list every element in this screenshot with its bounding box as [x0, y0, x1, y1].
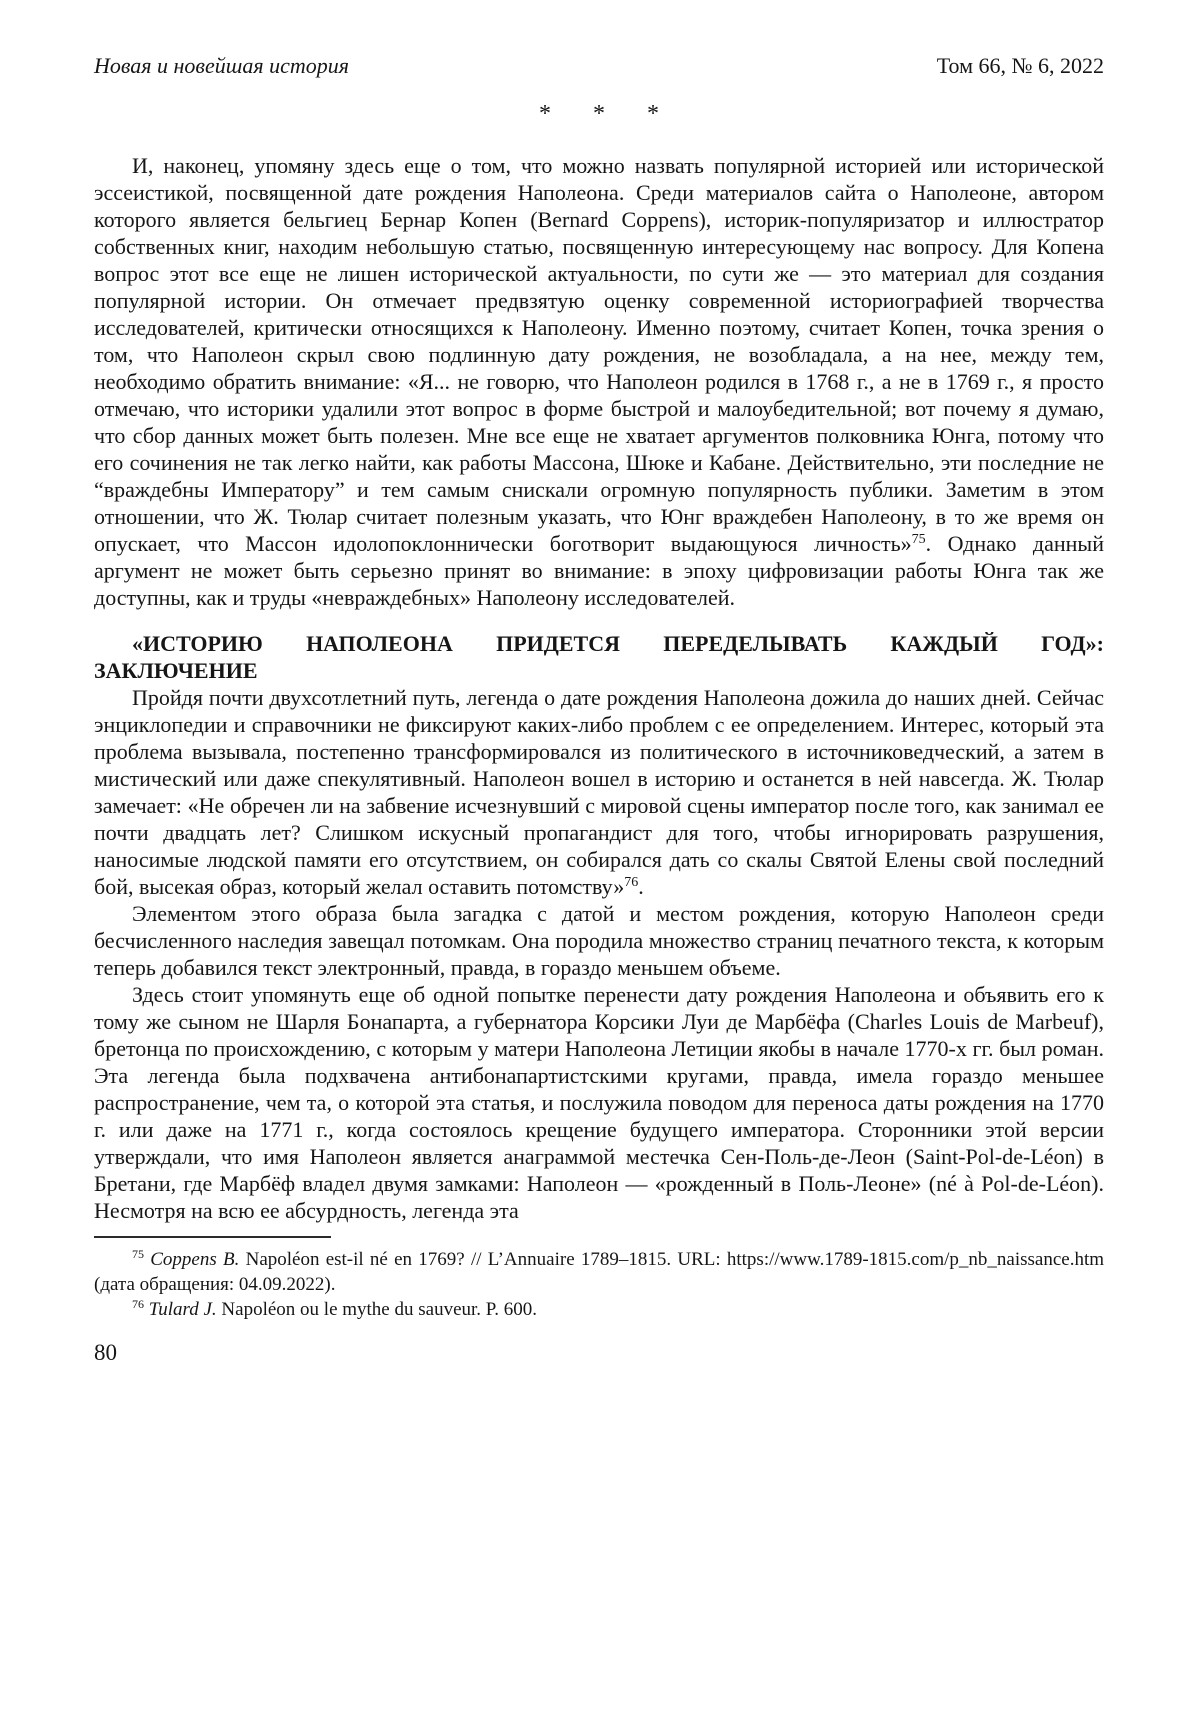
footnote-number: 76 [132, 1297, 144, 1311]
footnote-ref-76: 76 [624, 875, 639, 890]
footnote-75 [94, 1247, 1104, 1297]
section-heading-line2: ЗАКЛЮЧЕНИЕ [94, 658, 258, 683]
section-heading-line1: «ИСТОРИЮ НАПОЛЕОНА ПРИДЕТСЯ ПЕРЕДЕЛЫВАТЬ КАЖДЫЙ ГОД»: [132, 631, 1104, 656]
paragraph-conclusion-intro [94, 684, 1104, 900]
paragraph-text: Пройдя почти двухсотлетний путь, легенда о дате рождения Наполеона дожила до наших дней. Сейчас энциклопедии и справочники не фиксируют каких-либо проблем с ее определением. Интерес, который эта проблема вызывала, постепенно трансформировался из политического в источниковедческий, а затем в мистический или даже спекулятивный. Наполеон вошел в историю и останется в ней навсегда. Ж. Тюлар замечает: «Не обречен ли на забвение исчезнувший с мировой сцены император после того, как занимал ее почти двадцать лет? Слишком искусный пропагандист для того, чтобы игнорировать разрушения, наносимые людской памяти его отсутствием, он собирался дать со скалы Святой Елены свой последний бой, высекая образ, который желал оставить потомству» [94, 685, 1104, 899]
footnote-76 [94, 1297, 1104, 1322]
paragraph-text: И, наконец, упомяну здесь еще о том, что можно назвать популярной историей или исторической эссеистикой, посвященной дате рождения Наполеона. Среди материалов сайта о Наполеоне, автором которого является бельгиец Бернар Копен (Bernard Coppens), историк-популяризатор и иллюстратор собственных книг, находим небольшую статью, посвященную интересующему нас вопросу. Для Копена вопрос этот все еще не лишен исторической актуальности, по сути же — это материал для создания популярной истории. Он отмечает предвзятую оценку современной историографией творчества исследователей, критически относящихся к Наполеону. Именно поэтому, считает Копен, точка зрения о том, что Наполеон скрыл свою подлинную дату рождения, не возобладала, а на нее, между тем, необходимо обратить внимание: «Я... не говорю, что Наполеон родился в 1768 г., а не в 1769 г., я просто отмечаю, что историки удалили этот вопрос в форме быстрой и малоубедительной; вот почему я думаю, что сбор данных может быть полезен. Мне все еще не хватает аргументов полковника Юнга, потому что его сочинения не так легко найти, как работы Массона, Шюке и Кабане. Действительно, эти последние не “враждебны Императору” и тем самым снискали огромную популярность публики. Заметим в этом отношении, что Ж. Тюлар считает полезным указать, что Юнг враждебен Наполеону, в то же время он опускает, что Массон идолопоклоннически боготворит выдающуюся личность» [94, 153, 1104, 556]
section-separator-stars: * * * [539, 101, 659, 127]
section-heading [94, 630, 1104, 684]
paragraph-text: . [638, 874, 644, 899]
footnote-author: Coppens B. [150, 1249, 240, 1270]
footnote-number: 75 [132, 1247, 144, 1261]
footnote-ref-75: 75 [911, 532, 926, 547]
paragraph-marbeuf: Здесь стоит упомянуть еще об одной попытке перенести дату рождения Наполеона и объявить его к тому же сыном не Шарля Бонапарта, а губернатора Корсики Луи де Марбёфа (Charles Louis de Marbeuf), бретонца по происхождению, с которым у матери Наполеона Летиции якобы в начале 1770-х гг. был роман. Эта легенда была подхвачена антибонапартистскими кругами, правда, имела гораздо меньшее распространение, чем та, о которой эта статья, и послужила поводом для переноса даты рождения на 1770 г. или даже на 1771 г., когда состоялось крещение будущего императора. Сторонники этой версии утверждали, что имя Наполеон является анаграммой местечка Сен-Поль-де-Леон (Saint-Pol-de-Léon) в Бретани, где Марбёф владел двумя замками: Наполеон — «рожденный в Поль-Леоне» (né à Pol-de-Léon). Несмотря на всю ее абсурдность, легенда эта [94, 982, 1104, 1223]
footnote-divider [94, 1236, 331, 1238]
footnote-text: Napoléon ou le mythe du sauveur. P. 600. [216, 1299, 537, 1320]
footnote-author: Tulard J. [148, 1299, 217, 1320]
journal-title: Новая и новейшая история [94, 53, 349, 78]
footnote-text: Napoléon est-il né en 1769? // L’Annuaire 1789–1815. URL: https://www.1789-1815.com/p_nb_naissance.htm (дата обращения: 04.09.2022). [94, 1249, 1105, 1295]
paragraph-coppens [94, 152, 1104, 611]
paragraph-text: . Однако данный аргумент не может быть серьезно принят во внимание: в эпоху цифровизации работы Юнга так же доступны, как и труды «невраждебных» Наполеону исследователей. [94, 531, 1104, 610]
article-body [94, 152, 1104, 1224]
page-header [94, 52, 1104, 79]
issue-info: Том 66, № 6, 2022 [936, 53, 1104, 78]
page-number: 80 [94, 1340, 117, 1365]
paragraph-legacy: Элементом этого образа была загадка с датой и местом рождения, которую Наполеон среди бесчисленного наследия завещал потомкам. Она породила множество страниц печатного текста, к которым теперь добавился текст электронный, правда, в гораздо меньшем объеме. [94, 901, 1104, 980]
footnotes-section [94, 1236, 1104, 1322]
